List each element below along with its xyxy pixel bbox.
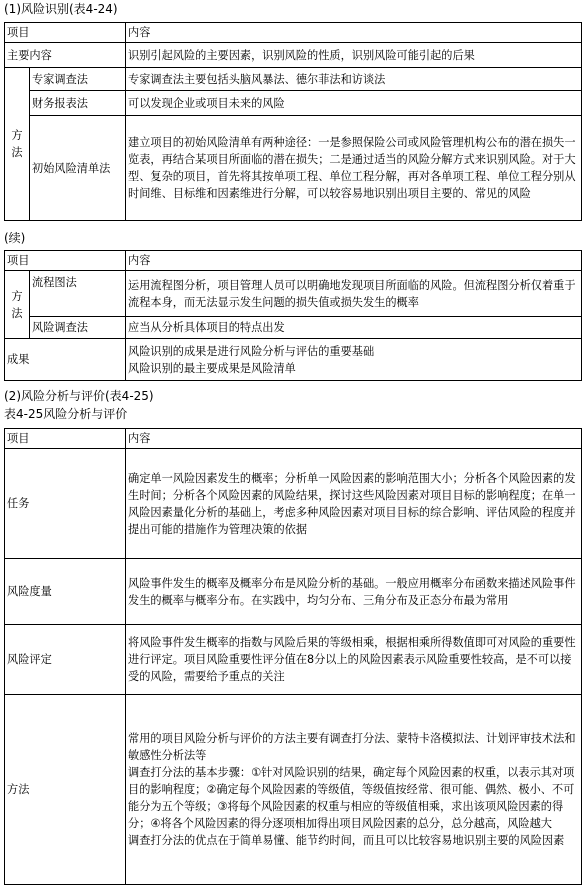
- method-group-label: 方法: [5, 271, 30, 339]
- table-row: [5, 91, 582, 116]
- table-row: [5, 559, 582, 625]
- row-content: 确定单一风险因素发生的概率；分析单一风险因素的影响范围大小；分析各个风险因素的发生时间；分析各个风险因素的风险结果，探讨这些风险因素对项目目标的影响程度；在单一风险因素量化分析的基础上，考虑多种风险因素对项目目标的综合影响、评估风险的程度并提出可能的措施作为管理决策的依据: [126, 449, 582, 559]
- result-line: 风险识别的成果是进行风险分析与评估的重要基础: [128, 344, 375, 358]
- header-content: 内容: [126, 251, 582, 271]
- risk-analysis-table: [4, 428, 582, 885]
- risk-identification-table: [4, 22, 582, 221]
- method-content: 可以发现企业或项目未来的风险: [126, 91, 582, 116]
- row-content: 将风险事件发生概率的指数与风险后果的等级相乘，根据相乘所得数值即可对风险的重要性进行评定。项目风险重要性评分值在8分以上的风险因素表示风险重要性较高，是不可以接受的风险，需要给予重点的关注: [126, 625, 582, 695]
- result-line: 风险识别的最主要成果是风险清单: [128, 361, 296, 375]
- table-row: [5, 695, 582, 885]
- header-content: 内容: [126, 429, 582, 449]
- method-paragraph: 调查打分法的基本步骤：①针对风险识别的结果，确定每个风险因素的权重，以表示其对项目的影响程度；②确定每个风险因素的等级值，等级值按经常、很可能、偶然、极小、不可能分为五个等级；③将每个风险因素的权重与相应的等级值相乘，求出该项风险因素的得分；④将各个风险因素的得分逐项相加得出项目风险因素的总分，总分越高，风险越大: [128, 766, 575, 830]
- row-label: 任务: [5, 449, 126, 559]
- header-item: 项目: [5, 429, 126, 449]
- row-content: 识别引起风险的主要因素，识别风险的性质，识别风险可能引起的后果: [126, 43, 582, 68]
- method-content: 运用流程图分析，项目管理人员可以明确地发现项目所面临的风险。但流程图分析仅着重于流程本身，而无法显示发生问题的损失值或损失发生的概率: [126, 271, 582, 317]
- risk-identification-continued-table: [4, 250, 582, 381]
- method-paragraph: 调查打分法的优点在于简单易懂、能节约时间，而且可以比较容易地识别主要的风险因素: [128, 834, 565, 847]
- method-content: 专家调查法主要包括头脑风暴法、德尔菲法和访谈法: [126, 68, 582, 91]
- method-content: 建立项目的初始风险清单有两种途径：一是参照保险公司或风险管理机构公布的潜在损失一览表，再结合某项目所面临的潜在损失；二是通过适当的风险分解方式来识别风险。对于大型、复杂的项目，首先将其按单项工程、单位工程分解，再对各单项工程、单位工程分别从时间维、目标维和因素维进行分解，可以较容易地识别出项目主要的、常见的风险: [126, 116, 582, 221]
- row-label: 风险度量: [5, 559, 126, 625]
- row-label: 主要内容: [5, 43, 126, 68]
- table-row: [5, 43, 582, 68]
- continued-title: (续): [4, 231, 26, 245]
- row-label: 风险评定: [5, 625, 126, 695]
- header-item: 项目: [5, 23, 126, 43]
- table-row: [5, 317, 582, 339]
- table-header-row: [5, 251, 582, 271]
- method-content: 应当从分析具体项目的特点出发: [126, 317, 582, 339]
- row-content: 风险事件发生的概率及概率分布是风险分析的基础。一般应用概率分布函数来描述风险事件发生的概率与概率分布。在实践中，均匀分布、三角分布及正态分布最为常用: [126, 559, 582, 625]
- table-caption: 表4-25风险分析与评价: [4, 407, 128, 421]
- table-header-row: [5, 23, 582, 43]
- method-name: 初始风险清单法: [30, 116, 126, 221]
- method-name: 财务报表法: [30, 91, 126, 116]
- header-item: 项目: [5, 251, 126, 271]
- row-label: 方法: [5, 695, 126, 885]
- table-row: [5, 449, 582, 559]
- row-content: [126, 695, 582, 885]
- row-content: [126, 339, 582, 381]
- method-name: 流程图法: [30, 271, 126, 317]
- method-paragraph: 常用的项目风险分析与评价的方法主要有调查打分法、蒙特卡洛模拟法、计划评审技术法和敏感性分析法等: [128, 732, 576, 762]
- table-row: [5, 68, 582, 91]
- row-label: 成果: [5, 339, 126, 381]
- table-header-row: [5, 429, 582, 449]
- method-name: 风险调查法: [30, 317, 126, 339]
- header-content: 内容: [126, 23, 582, 43]
- method-group-label: 方法: [5, 68, 30, 221]
- table-row: [5, 625, 582, 695]
- method-name: 专家调查法: [30, 68, 126, 91]
- table-row: [5, 116, 582, 221]
- table-row: [5, 271, 582, 317]
- section-title: (2)风险分析与评价(表4-25): [4, 389, 154, 403]
- table-row: [5, 339, 582, 381]
- section-title: (1)风险识别(表4-24): [4, 2, 118, 16]
